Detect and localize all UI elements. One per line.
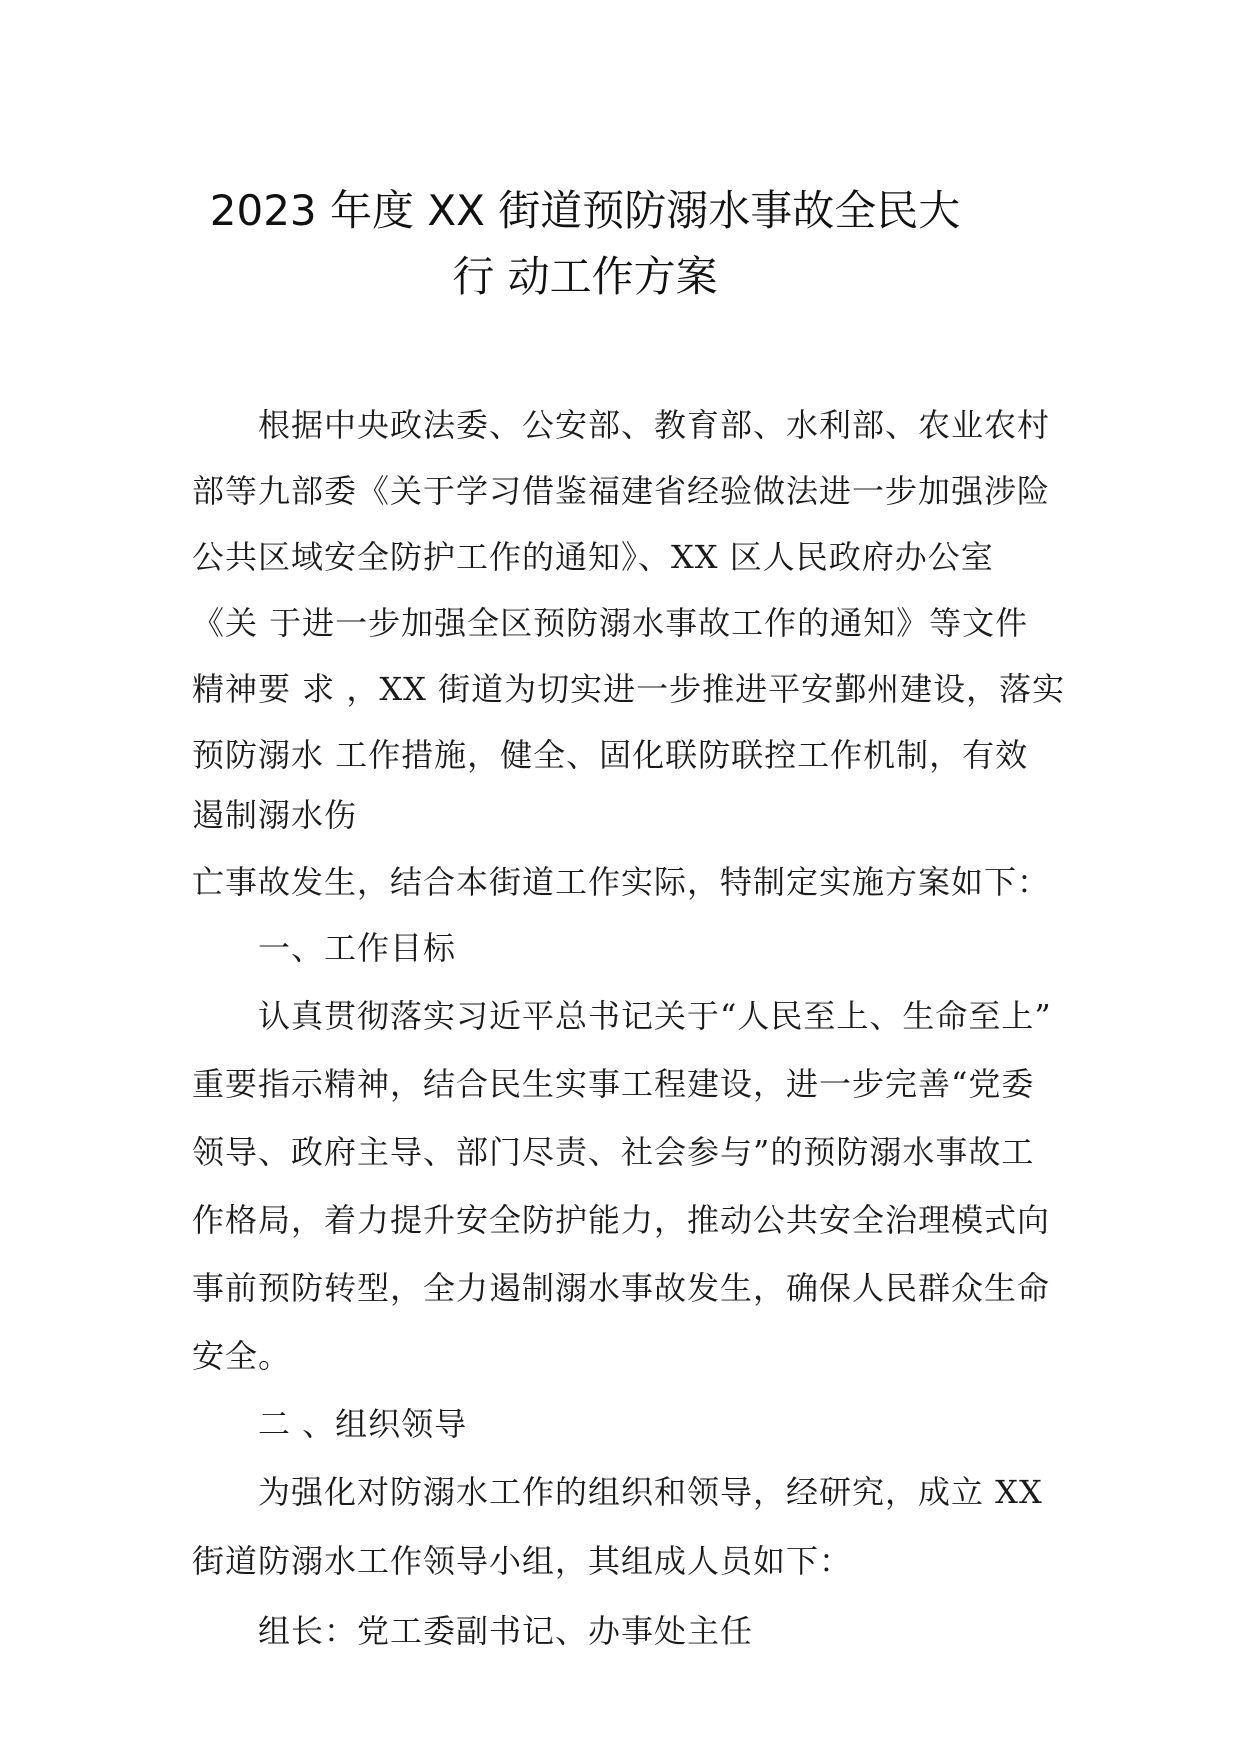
- body-line: 公共区域安全防护工作的通知》、XX 区人民政府办公室: [192, 538, 994, 576]
- body-line: 作格局，着力提升安全防护能力，推动公共安全治理模式向: [192, 1201, 1051, 1239]
- body-line: 安全。: [192, 1337, 292, 1375]
- body-line: 部等九部委《关于学习借鉴福建省经验做法进一步加强涉险: [192, 472, 1051, 510]
- body-line: 亡事故发生，结合本街道工作实际，特制定实施方案如下：: [192, 863, 1051, 901]
- body-line: 预防溺水 工作措施，健全、固化联防联控工作机制，有效: [192, 736, 1029, 774]
- body-line: 根据中央政法委、公安部、教育部、水利部、农业农村: [258, 406, 1051, 444]
- section-heading: 一、工作目标: [258, 929, 457, 967]
- body-line: 《关 于进一步加强全区预防溺水事故工作的通知》等文件: [192, 604, 1029, 642]
- document-title-line-1: 2023 年度 XX 街道预防溺水事故全民大: [209, 186, 961, 235]
- body-line: 重要指示精神，结合民生实事工程建设，进一步完善“党委: [192, 1065, 1035, 1103]
- body-line: 认真贯彻落实习近平总书记关于“人民至上、生命至上”: [258, 997, 1052, 1035]
- section-heading: 二 、组织领导: [258, 1405, 468, 1443]
- body-line: 遏制溺水伤: [192, 796, 358, 834]
- body-line: 为强化对防溺水工作的组织和领导，经研究，成立 XX: [258, 1473, 1043, 1511]
- document-title-line-2: 行 动工作方案: [452, 252, 718, 301]
- body-line: 精神要 求 ，XX 街道为切实进一步推进平安鄞州建设，落实: [192, 670, 1066, 708]
- body-line: 组长：党工委副书记、办事处主任: [258, 1612, 754, 1650]
- body-line: 街道防溺水工作领导小组，其组成人员如下：: [192, 1542, 853, 1580]
- body-line: 事前预防转型，全力遏制溺水事故发生，确保人民群众生命: [192, 1269, 1051, 1307]
- body-line: 领导、政府主导、部门尽责、社会参与”的预防溺水事故工: [192, 1133, 1035, 1171]
